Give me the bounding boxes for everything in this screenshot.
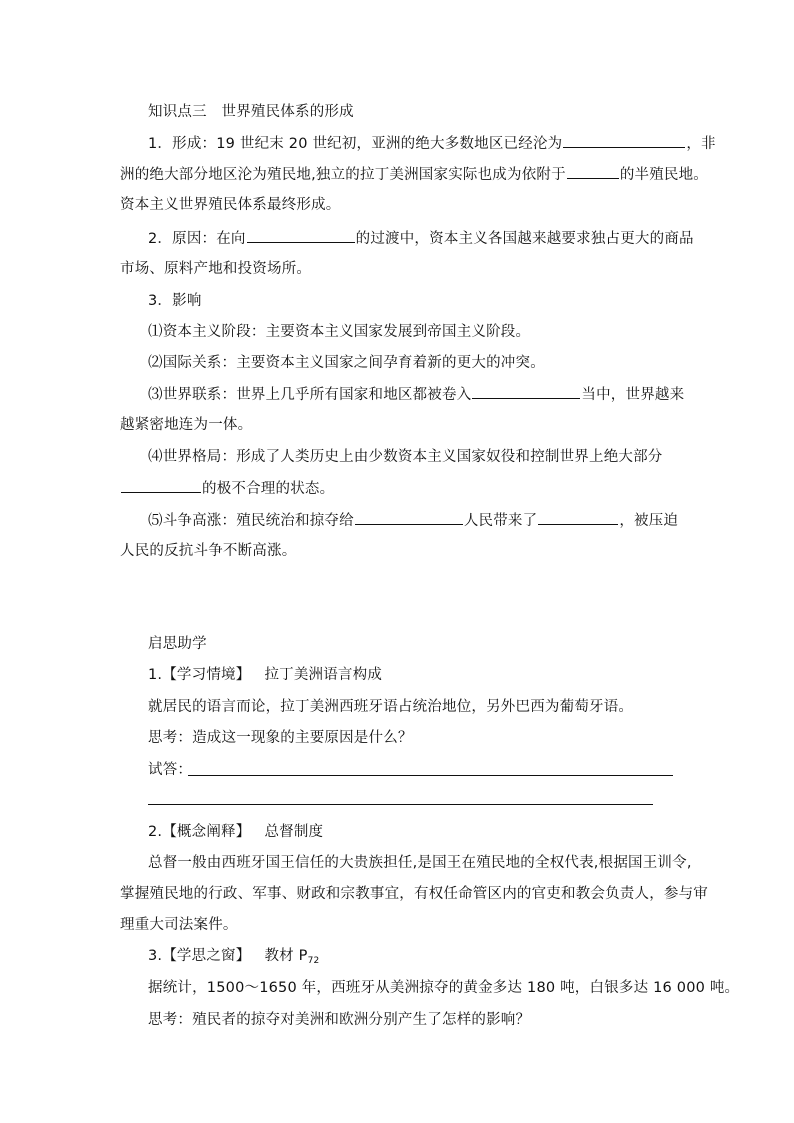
section-heading: 知识点三 世界殖民体系的形成 bbox=[148, 104, 354, 120]
impact-item-5: ⑸斗争高涨：殖民统治和掠夺给 人民带来了 ，被压迫 bbox=[148, 509, 708, 532]
fill-blank[interactable] bbox=[247, 227, 355, 243]
item1-answer-label: 试答： bbox=[148, 762, 193, 778]
item1-text: 就居民的语言而论，拉丁美洲西班牙语占统治地位，另外巴西为葡萄牙语。 bbox=[148, 699, 634, 715]
item1-think: 思考：造成这一现象的主要原因是什么？ bbox=[148, 730, 413, 746]
item3-text: 据统计，1500～1650 年，西班牙从美洲掠夺的黄金多达 180 吨，白银多达 16 000 吨。 bbox=[148, 980, 740, 996]
impact-item-3: ⑶世界联系：世界上几乎所有国家和地区都被卷入 当中，世界越来 bbox=[148, 383, 708, 406]
impact-item-3-cont: 越紧密地连为一体。 bbox=[120, 417, 253, 433]
fill-blank[interactable] bbox=[538, 509, 618, 525]
item3-think: 思考：殖民者的掠夺对美洲和欧洲分别产生了怎样的影响？ bbox=[148, 1012, 531, 1028]
item1-title: 1.【学习情境】 拉丁美洲语言构成 bbox=[148, 667, 383, 683]
fill-blank[interactable] bbox=[567, 163, 619, 179]
fill-blank[interactable] bbox=[472, 383, 580, 399]
item2-line-2: 掌握殖民地的行政、军事、财政和宗教事宜，有权任命管区内的官吏和教会负责人，参与审 bbox=[120, 886, 708, 902]
section-heading-2: 启思助学 bbox=[148, 636, 207, 652]
reason-line-1: 2．原因：在向 的过渡中，资本主义各国越来越要求独占更大的商品 bbox=[148, 227, 708, 250]
item2-line-3: 理重大司法案件。 bbox=[120, 917, 238, 933]
impact-title: 3．影响 bbox=[148, 293, 202, 309]
impact-item-4: ⑷世界格局：形成了人类历史上由少数资本主义国家奴役和控制世界上绝大部分 bbox=[148, 449, 663, 465]
answer-line[interactable] bbox=[188, 775, 673, 776]
impact-item-2: ⑵国际关系：主要资本主义国家之间孕育着新的更大的冲突。 bbox=[148, 355, 545, 371]
item3-title: 3.【学思之窗】 教材 $P_{72}$ bbox=[148, 948, 320, 966]
impact-item-4-cont: 的极不合理的状态。 bbox=[120, 477, 680, 500]
item2-title: 2.【概念阐释】 总督制度 bbox=[148, 824, 324, 840]
fill-blank[interactable] bbox=[121, 477, 201, 493]
fill-blank[interactable] bbox=[355, 509, 463, 525]
formation-line-1: 1．形成：19 世纪末 20 世纪初，亚洲的绝大多数地区已经沦为 ，非 bbox=[148, 132, 708, 155]
formation-line-3: 资本主义世界殖民体系最终形成。 bbox=[120, 197, 341, 213]
impact-item-5-cont: 人民的反抗斗争不断高涨。 bbox=[120, 543, 297, 559]
answer-line[interactable] bbox=[148, 804, 653, 805]
formation-line-2: 洲的绝大部分地区沦为殖民地,独立的拉丁美洲国家实际也成为依附于 的半殖民地。 bbox=[120, 163, 680, 186]
reason-line-2: 市场、原料产地和投资场所。 bbox=[120, 261, 312, 277]
item2-line-1: 总督一般由西班牙国王信任的大贵族担任,是国王在殖民地的全权代表,根据国王训令, bbox=[148, 855, 692, 871]
impact-item-1: ⑴资本主义阶段：主要资本主义国家发展到帝国主义阶段。 bbox=[148, 324, 531, 340]
fill-blank[interactable] bbox=[563, 132, 685, 148]
